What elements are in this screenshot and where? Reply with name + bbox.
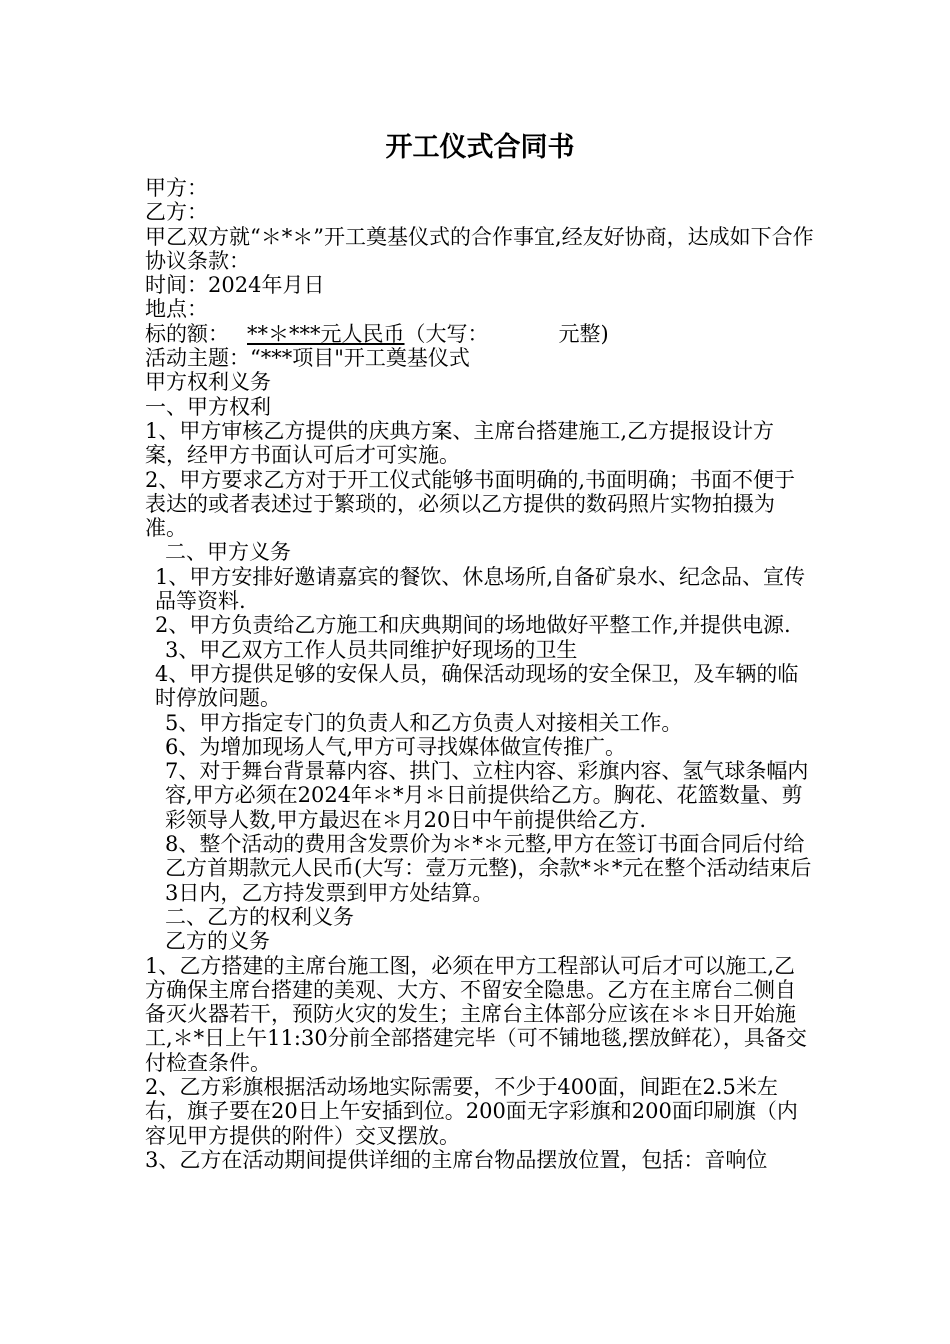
amount-caps-close: 元整) [558,321,609,346]
a-duties-heading: 二、甲方义务 [165,540,291,565]
b-duty-item: 1、乙方搭建的主席台施工图，必须在甲方工程部认可后才可以施工,乙方确保主席台搭建的美观、大方、不留安全隐患。乙方在主席台二侧自备灭火器若干，预防火灾的发生；主席台主体部分应该在＊＊日开始施工,＊*日上午11:30分前全部搭建完毕（可不铺地毯,摆放鲜花），具备交付检查条件。 [145,953,807,1075]
a-duty-item: 5、甲方指定专门的负责人和乙方负责人对接相关工作。 [165,710,683,735]
amount-line [145,322,815,346]
a-duty-item: 1、甲方安排好邀请嘉宾的餐饮、休息场所,自备矿泉水、纪念品、宣传品等资料. [155,564,806,614]
b-duties-heading: 乙方的义务 [165,929,270,954]
intro-paragraph: 甲乙双方就“＊*＊”开工奠基仪式的合作事宜,经友好协商，达成如下合作协议条款： [145,224,814,273]
theme-line: 活动主题：“***项目"开工奠基仪式 [145,346,470,371]
a-duty-item: 3、甲乙双方工作人员共同维护好现场的卫生 [165,637,578,662]
location-line: 地点： [145,297,208,322]
b-duty-item: 3、乙方在活动期间提供详细的主席台物品摆放位置，包括：音响位 [145,1147,768,1172]
a-duty-item: 4、甲方提供足够的安保人员，确保活动现场的安全保卫，及车辆的临时停放问题。 [155,661,799,711]
a-duty-item: 2、甲方负责给乙方施工和庆典期间的场地做好平整工作,并提供电源. [155,613,791,638]
party-a-line: 甲方： [145,176,208,200]
section-a-heading: 甲方权利义务 [145,370,271,395]
document-title: 开工仪式合同书 [385,132,575,163]
a-duty-item: 7、对于舞台背景幕内容、拱门、立柱内容、彩旗内容、氢气球条幅内容,甲方必须在2024年＊*月＊日前提供给乙方。胸花、花篮数量、剪彩领导人数,甲方最迟在＊月20日中午前提供给乙方. [165,759,809,832]
b-duty-item: 2、乙方彩旗根据活动场地实际需要，不少于400面，间距在2.5米左右，旗子要在20日上午安插到位。200面无字彩旗和200面印刷旗（内容见甲方提供的附件）交叉摆放。 [145,1074,798,1148]
a-duty-item: 8、整个活动的费用含发票价为＊*＊元整,甲方在签订书面合同后付给乙方首期款元人民币(大写：壹万元整)，余款*＊*元在整个活动结束后3日内，乙方持发票到甲方处结算。 [165,832,812,905]
party-b-line: 乙方： [145,200,208,225]
contract-page [145,128,815,1172]
amount-caps-open: （大写： [404,321,489,346]
amount-label: 标的额： [145,321,229,346]
amount-value: **＊***元人民币 [247,321,405,346]
a-right-item: 2、甲方要求乙方对于开工仪式能够书面明确的,书面明确；书面不便于表达的或者表述过于繁琐的，必须以乙方提供的数码照片实物拍摄为准。 [145,467,796,541]
section-b-heading: 二、乙方的权利义务 [165,904,354,929]
a-rights-heading: 一、甲方权利 [145,394,271,419]
a-duty-item: 6、为增加现场人气,甲方可寻找媒体做宣传推广。 [165,734,627,759]
a-right-item: 1、甲方审核乙方提供的庆典方案、主席台搭建施工,乙方提报设计方案，经甲方书面认可后才可实施。 [145,418,775,468]
time-line: 时间：2024年月日 [145,273,325,298]
